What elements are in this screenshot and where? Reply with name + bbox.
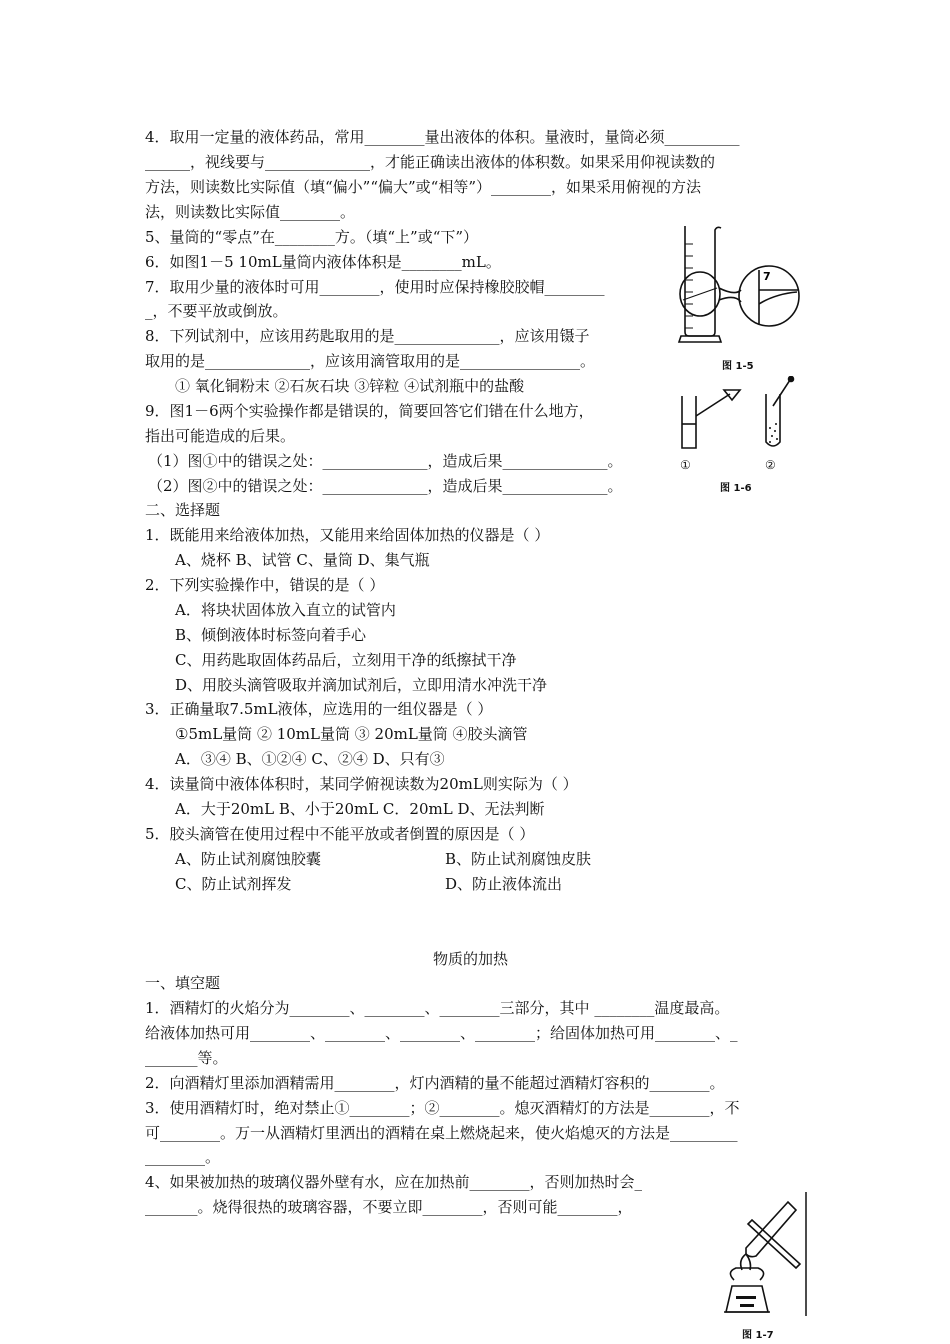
option-line: A．将块状固体放入直立的试管内 [175,601,396,619]
text-line: 指出可能造成的后果。 [145,427,296,445]
option-line: A．③④ B、①②④ C、②④ D、只有③ [175,750,445,768]
section-heading: 一、填空题 [145,974,221,992]
graduated-cylinder-figure [675,224,805,352]
reading-mark: 7 [763,270,771,283]
text-line: 5、量筒的“零点”在________方。（填“上”或“下”） [145,228,479,246]
text-line: _______等。 [145,1049,228,1067]
figure-caption: 图 1-6 [720,483,752,494]
text-line: ______，视线要与______________，才能正确读出液体的体积数。如果采用仰视读数的 [145,153,716,171]
wrong-operations-figure [672,376,802,458]
figure-caption: 图 1-7 [742,1330,774,1341]
option-line: B、防止试剂腐蚀皮肤 [445,850,592,868]
text-line: 1．既能用来给液体加热，又能用来给固体加热的仪器是（ ） [145,526,550,544]
option-line: A．大于20mL B、小于20mL C．20mL D、无法判断 [175,800,545,818]
text-line: 2．向酒精灯里添加酒精需用________，灯内酒精的量不能超过酒精灯容积的________。 [145,1074,725,1092]
option-line: A、烧杯 B、试管 C、量筒 D、集气瓶 [175,551,430,569]
option-line: D、用胶头滴管吸取并滴加试剂后，立即用清水冲洗干净 [175,676,548,694]
text-line: 给液体加热可用________、________、________、________；给固体加热可用________、_ [145,1024,738,1042]
text-line: 4．取用一定量的液体药品，常用________量出液体的体积。量液时，量筒必须__________ [145,128,740,146]
text-line: （2）图②中的错误之处：______________，造成后果______________。 [148,477,623,495]
text-line: 8．下列试剂中，应该用药匙取用的是______________，应该用镊子 [145,327,590,345]
text-line: 3．正确量取7.5mL液体，应选用的一组仪器是（ ） [145,700,493,718]
text-line: 7．取用少量的液体时可用________，使用时应保持橡胶胶帽________ [145,278,605,296]
figure-label-2: ② [765,458,776,472]
option-line: D、防止液体流出 [445,875,563,893]
option-line: A、防止试剂腐蚀胶囊 [175,850,321,868]
text-line: 取用的是______________，应该用滴管取用的是________________。 [145,352,596,370]
text-line: 5．胶头滴管在使用过程中不能平放或者倒置的原因是（ ） [145,825,535,843]
text-line: 1．酒精灯的火焰分为________、________、________三部分，其中 ________温度最高。 [145,999,730,1017]
text-line: 9．图1－6两个实验操作都是错误的，简要回答它们错在什么地方， [145,402,594,420]
text-line: 4、如果被加热的玻璃仪器外壁有水，应在加热前________，否则加热时会_ [145,1173,643,1191]
text-line: ________。 [145,1148,221,1166]
heating-test-tube-figure [712,1192,812,1320]
option-line: C、用药匙取固体药品后，立刻用干净的纸擦拭干净 [175,651,517,669]
text-line: _______。烧得很热的玻璃容器，不要立即________，否则可能________， [145,1198,633,1216]
text-line: 法，则读数比实际值________。 [145,203,356,221]
text-line: 4．读量筒中液体体积时，某同学俯视读数为20mL则实际为（ ） [145,775,578,793]
option-line: B、倾倒液体时标签向着手心 [175,626,367,644]
option-line: ①5mL量筒 ② 10mL量筒 ③ 20mL量筒 ④胶头滴管 [175,725,528,743]
text-line: _，不要平放或倒放。 [145,302,288,320]
text-line: （1）图①中的错误之处：______________，造成后果______________。 [148,452,623,470]
text-line: 3．使用酒精灯时，绝对禁止①________；②________。熄灭酒精灯的方法是________，不 [145,1099,740,1117]
option-line: C、防止试剂挥发 [175,875,292,893]
section-heading: 二、选择题 [145,501,221,519]
figure-label-1: ① [680,458,691,472]
section-title: 物质的加热 [433,950,509,968]
figure-caption: 图 1-5 [722,361,754,372]
text-line: 6．如图1－5 10mL量筒内液体体积是________mL。 [145,253,501,271]
text-line: 可________。万一从酒精灯里洒出的酒精在桌上燃烧起来，使火焰熄灭的方法是_________ [145,1124,738,1142]
text-line: 2．下列实验操作中，错误的是（ ） [145,576,385,594]
text-line: ① 氧化铜粉末 ②石灰石块 ③锌粒 ④试剂瓶中的盐酸 [175,377,525,395]
text-line: 方法，则读数比实际值（填“偏小”“偏大”或“相等”）________，如果采用俯视的方法 [145,178,702,196]
